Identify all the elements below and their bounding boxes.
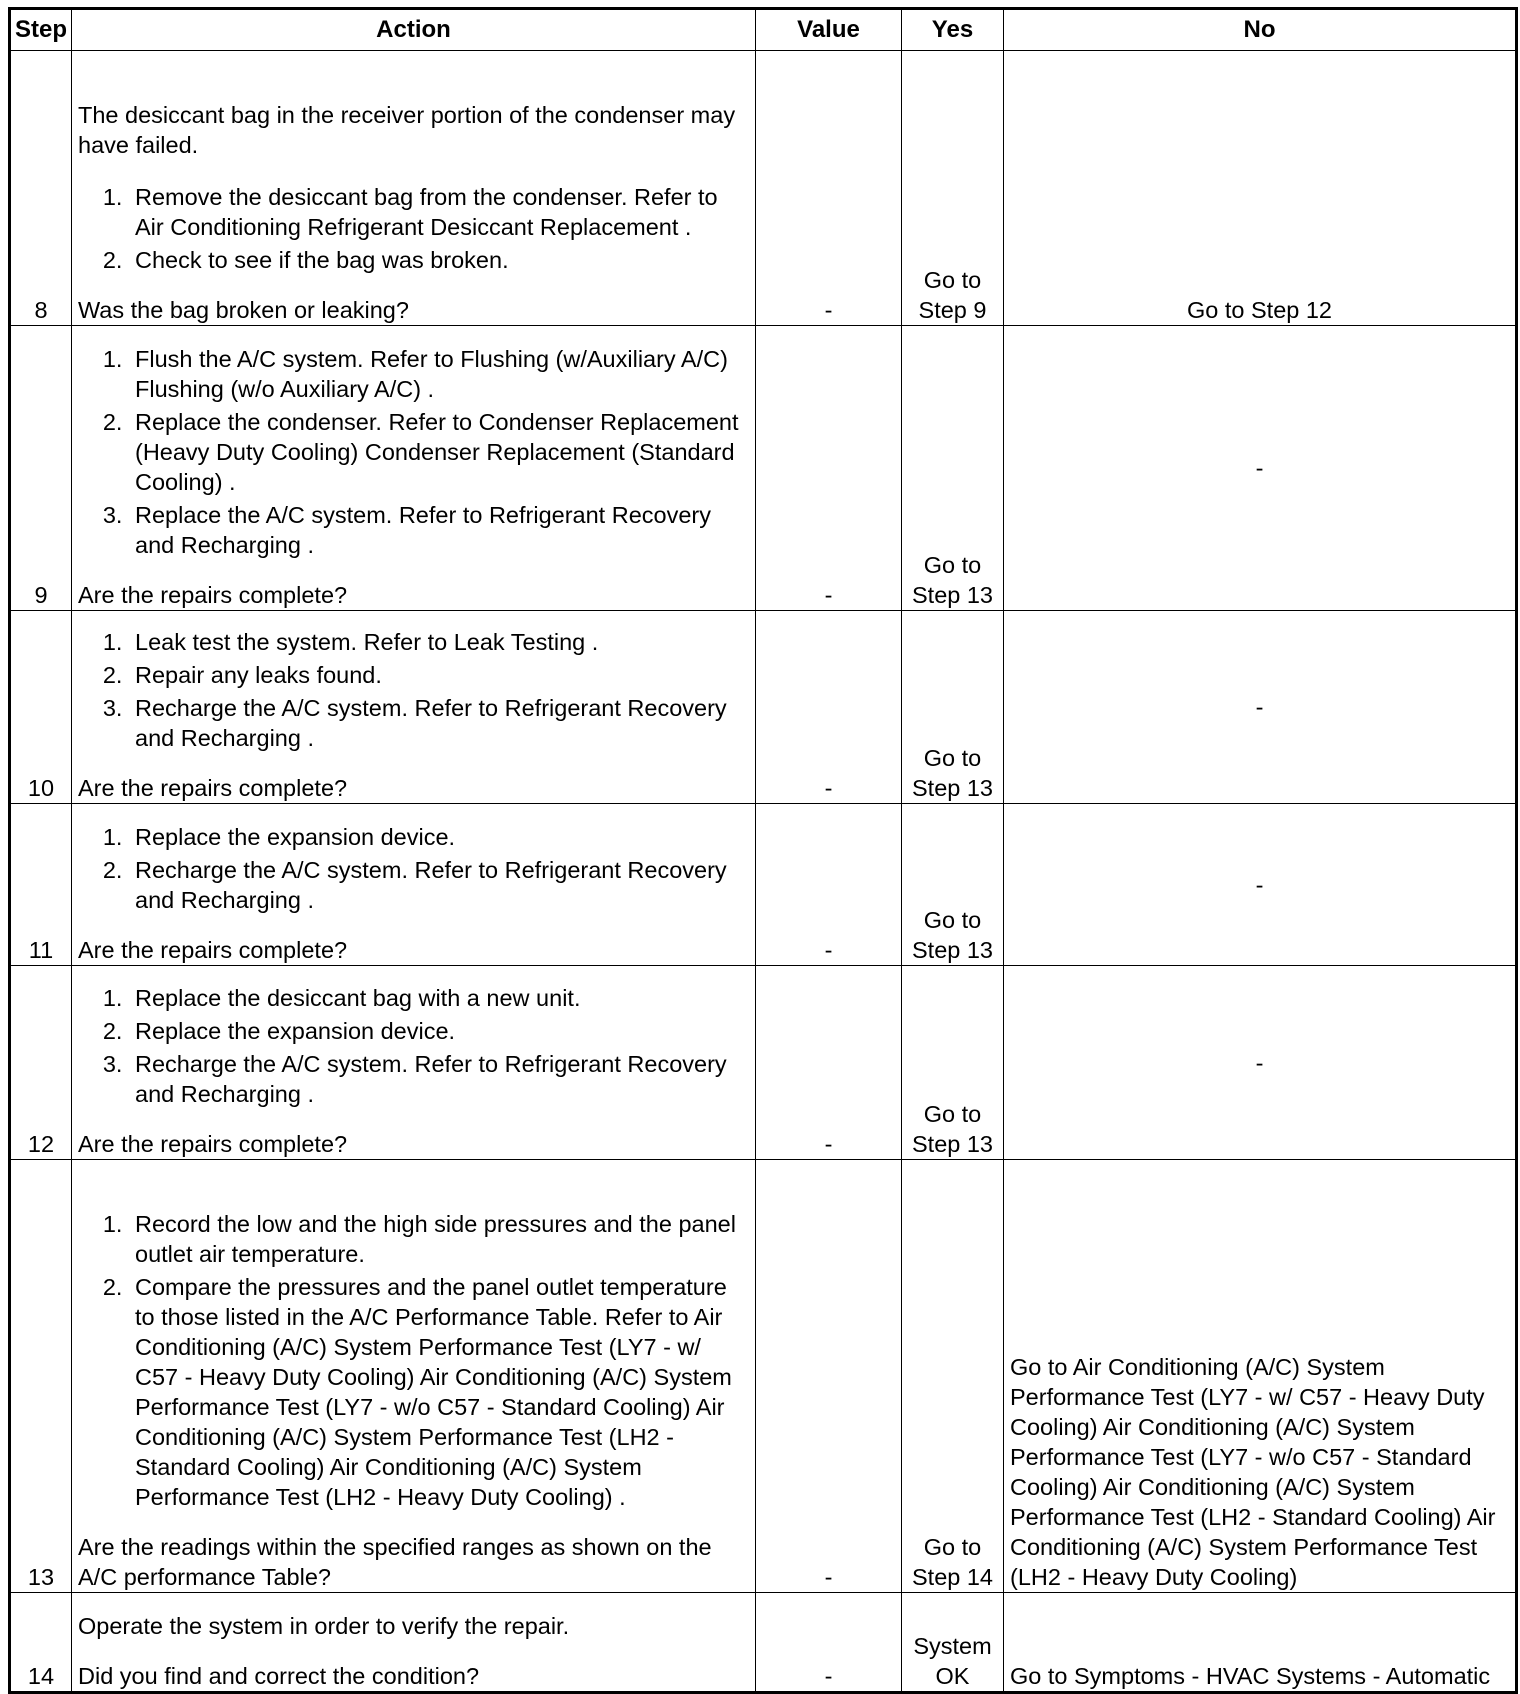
action-item: 1. Replace the expansion device.	[129, 822, 749, 852]
header-step: Step	[10, 9, 72, 51]
action-item: 3. Replace the A/C system. Refer to Refrigerant Recovery and Recharging .	[129, 500, 749, 560]
action-question: Are the repairs complete?	[78, 582, 348, 608]
value-cell: -	[756, 966, 902, 1160]
step-number: 12	[10, 966, 72, 1160]
table-row	[10, 611, 1517, 804]
value-cell: -	[756, 611, 902, 804]
action-item: 2. Repair any leaks found.	[129, 660, 749, 690]
action-list	[78, 1209, 749, 1512]
no-cell: -	[1004, 966, 1517, 1160]
header-yes: Yes	[902, 9, 1004, 51]
table-row	[10, 966, 1517, 1160]
step-number: 9	[10, 326, 72, 611]
no-cell: Go to Symptoms - HVAC Systems - Automatic	[1004, 1593, 1517, 1693]
step-number: 13	[10, 1160, 72, 1593]
action-list	[78, 182, 749, 275]
action-item: 3. Recharge the A/C system. Refer to Refrigerant Recovery and Recharging .	[129, 693, 749, 753]
action-item: 1. Remove the desiccant bag from the condenser. Refer to Air Conditioning Refrigerant Desiccant Replacement .	[129, 182, 749, 242]
action-item: 2. Replace the condenser. Refer to Condenser Replacement (Heavy Duty Cooling) Condenser Replacement (Standard Cooling) .	[129, 407, 749, 497]
action-list	[78, 344, 749, 560]
yes-cell: Go to Step 13	[902, 804, 1004, 966]
value-cell: -	[756, 1593, 902, 1693]
table-row	[10, 1593, 1517, 1693]
no-cell: -	[1004, 611, 1517, 804]
action-question: Are the repairs complete?	[78, 775, 348, 801]
action-question: Was the bag broken or leaking?	[78, 297, 409, 323]
step-number: 8	[10, 51, 72, 326]
diagnostic-table	[8, 7, 1518, 1694]
header-row	[10, 9, 1517, 51]
action-item: 2. Check to see if the bag was broken.	[129, 245, 749, 275]
action-item: 2. Replace the expansion device.	[129, 1016, 749, 1046]
action-item: 1. Leak test the system. Refer to Leak Testing .	[129, 627, 749, 657]
step-number: 14	[10, 1593, 72, 1693]
action-cell	[72, 804, 756, 966]
action-cell	[72, 611, 756, 804]
action-cell	[72, 966, 756, 1160]
no-cell: -	[1004, 804, 1517, 966]
action-cell	[72, 1593, 756, 1693]
action-question: Are the readings within the specified ranges as shown on the A/C performance Table?	[78, 1534, 712, 1590]
value-cell: -	[756, 804, 902, 966]
value-cell: -	[756, 326, 902, 611]
step-number: 11	[10, 804, 72, 966]
action-item: 2. Recharge the A/C system. Refer to Refrigerant Recovery and Recharging .	[129, 855, 749, 915]
action-list	[78, 822, 749, 915]
yes-cell: Go to Step 14	[902, 1160, 1004, 1593]
diagnostic-table-container	[8, 7, 1518, 1694]
value-cell: -	[756, 51, 902, 326]
table-row	[10, 326, 1517, 611]
no-cell: Go to Air Conditioning (A/C) System Performance Test (LY7 - w/ C57 - Heavy Duty Cooling) Air Conditioning (A/C) System Performance Test (LY7 - w/o C57 - Standard Cooling) Air Conditioning (A/C) System Performance Test (LH2 - Standard Cooling) Air Conditioning (A/C) System Performance Test (LH2 - Heavy Duty Cooling)	[1004, 1160, 1517, 1593]
value-cell: -	[756, 1160, 902, 1593]
table-row	[10, 1160, 1517, 1593]
action-item: 2. Compare the pressures and the panel outlet temperature to those listed in the A/C Performance Table. Refer to Air Conditioning (A/C) System Performance Test (LY7 - w/ C57 - Heavy Duty Cooling) Air Conditioning (A/C) System Performance Test (LY7 - w/o C57 - Standard Cooling) Air Conditioning (A/C) System Performance Test (LH2 - Standard Cooling) Air Conditioning (A/C) System Performance Test (LH2 - Heavy Duty Cooling) .	[129, 1272, 749, 1512]
action-intro: Operate the system in order to verify the repair.	[78, 1613, 570, 1639]
header-value: Value	[756, 9, 902, 51]
action-list	[78, 627, 749, 753]
yes-cell: Go to Step 13	[902, 326, 1004, 611]
action-item: 1. Record the low and the high side pressures and the panel outlet air temperature.	[129, 1209, 749, 1269]
action-cell	[72, 51, 756, 326]
step-number: 10	[10, 611, 72, 804]
action-cell	[72, 326, 756, 611]
action-list	[78, 983, 749, 1109]
action-item: 3. Recharge the A/C system. Refer to Refrigerant Recovery and Recharging .	[129, 1049, 749, 1109]
action-item: 1. Flush the A/C system. Refer to Flushing (w/Auxiliary A/C) Flushing (w/o Auxiliary A/C) .	[129, 344, 749, 404]
yes-cell: System OK	[902, 1593, 1004, 1693]
action-intro: The desiccant bag in the receiver portion of the condenser may have failed.	[78, 102, 736, 158]
yes-cell: Go to Step 13	[902, 966, 1004, 1160]
yes-cell: Go to Step 9	[902, 51, 1004, 326]
action-question: Are the repairs complete?	[78, 937, 348, 963]
header-no: No	[1004, 9, 1517, 51]
yes-cell: Go to Step 13	[902, 611, 1004, 804]
table-row	[10, 51, 1517, 326]
action-question: Are the repairs complete?	[78, 1131, 348, 1157]
table-row	[10, 804, 1517, 966]
no-cell: -	[1004, 326, 1517, 611]
header-action: Action	[72, 9, 756, 51]
action-item: 1. Replace the desiccant bag with a new unit.	[129, 983, 749, 1013]
action-cell	[72, 1160, 756, 1593]
action-question: Did you find and correct the condition?	[78, 1663, 480, 1689]
no-cell: Go to Step 12	[1004, 51, 1517, 326]
